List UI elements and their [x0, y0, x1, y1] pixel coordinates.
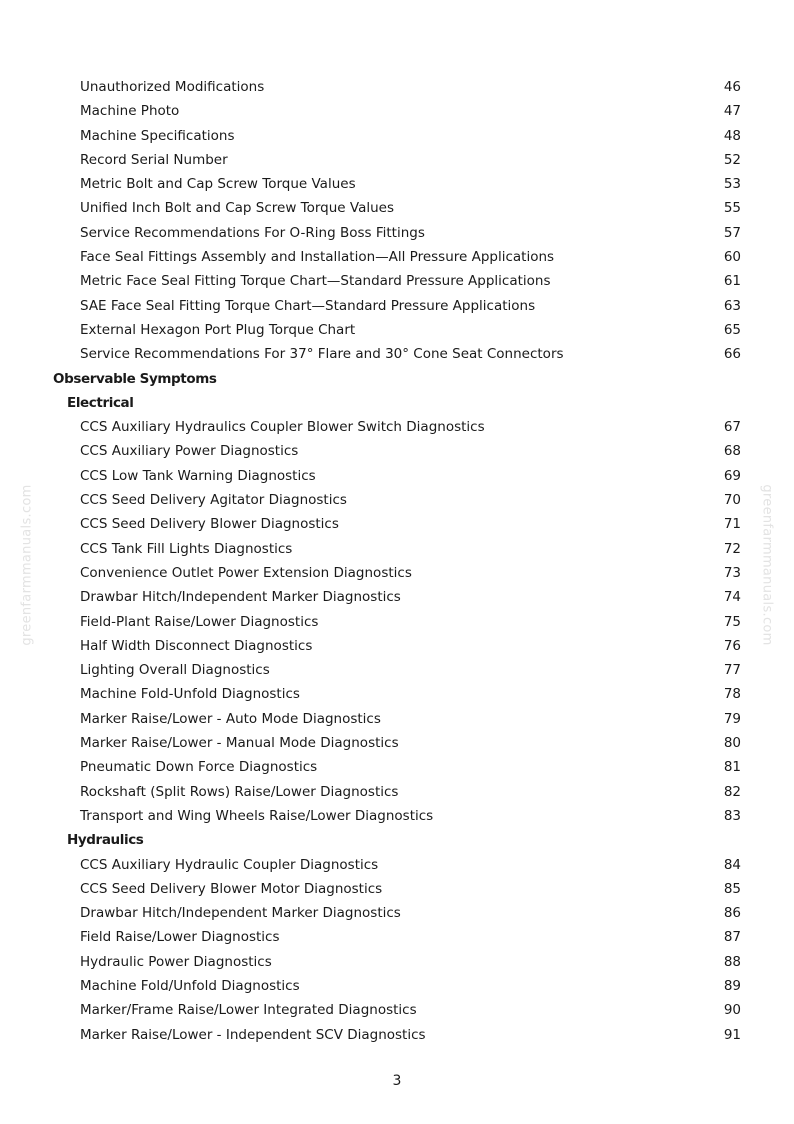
toc-entry-title: Pneumatic Down Force Diagnostics	[80, 759, 318, 776]
toc-entry-page-number: 82	[723, 783, 741, 800]
toc-entry-title: CCS Seed Delivery Agitator Diagnostics	[80, 492, 347, 509]
toc-entry-page-number: 70	[723, 492, 741, 509]
toc-entry[interactable]	[0, 950, 794, 974]
toc-entry-title: Machine Fold-Unfold Diagnostics	[80, 686, 300, 703]
toc-entry-title: Service Recommendations For O-Ring Boss Fittings	[80, 224, 425, 241]
toc-entry[interactable]	[0, 877, 794, 901]
toc-entry-title: Transport and Wing Wheels Raise/Lower Diagnostics	[80, 807, 434, 824]
toc-entry-title: CCS Tank Fill Lights Diagnostics	[80, 540, 293, 557]
toc-entry[interactable]	[0, 901, 794, 925]
toc-entry-title: Record Serial Number	[80, 151, 228, 168]
toc-entry-page-number: 52	[723, 151, 741, 168]
toc-entry-page-number: 53	[723, 176, 741, 193]
toc-entry[interactable]	[0, 707, 794, 731]
toc-entry[interactable]	[0, 99, 794, 123]
toc-entry-page-number: 63	[723, 297, 741, 314]
toc-entry[interactable]	[0, 780, 794, 804]
toc-entry[interactable]	[0, 561, 794, 585]
toc-heading-title: Electrical	[67, 394, 134, 411]
toc-entry[interactable]	[0, 610, 794, 634]
toc-entry-title: SAE Face Seal Fitting Torque Chart—Standard Pressure Applications	[80, 297, 536, 314]
toc-entry-page-number: 47	[723, 103, 741, 120]
toc-section-heading	[0, 391, 794, 415]
toc-entry-title: Face Seal Fittings Assembly and Installation—All Pressure Applications	[80, 249, 555, 266]
toc-entry-page-number: 88	[723, 953, 741, 970]
toc-section-heading	[0, 828, 794, 852]
toc-entry-page-number: 77	[723, 662, 741, 679]
toc-entry-title: Metric Face Seal Fitting Torque Chart—Standard Pressure Applications	[80, 273, 551, 290]
toc-entry-page-number: 86	[723, 905, 741, 922]
toc-entry[interactable]	[0, 512, 794, 536]
toc-entry[interactable]	[0, 1023, 794, 1047]
toc-entry[interactable]	[0, 755, 794, 779]
toc-entry-page-number: 72	[723, 540, 741, 557]
toc-entry-page-number: 68	[723, 443, 741, 460]
toc-entry[interactable]	[0, 585, 794, 609]
toc-entry[interactable]	[0, 488, 794, 512]
toc-entry-page-number: 91	[723, 1026, 741, 1043]
toc-entry-page-number: 78	[723, 686, 741, 703]
toc-entry-page-number: 89	[723, 977, 741, 994]
toc-entry[interactable]	[0, 172, 794, 196]
toc-entry-title: Unauthorized Modifications	[80, 79, 265, 95]
toc-entry-title: Service Recommendations For 37° Flare and 30° Cone Seat Connectors	[80, 346, 564, 363]
toc-entry-title: Machine Photo	[80, 103, 180, 120]
toc-entry-page-number: 48	[723, 127, 741, 144]
toc-entry-page-number: 55	[723, 200, 741, 217]
toc-entry[interactable]	[0, 415, 794, 439]
toc-entry-title: Field Raise/Lower Diagnostics	[80, 929, 280, 946]
toc-entry-title: Lighting Overall Diagnostics	[80, 662, 270, 679]
toc-entry-title: Marker Raise/Lower - Independent SCV Diagnostics	[80, 1026, 426, 1043]
toc-entry-title: Hydraulic Power Diagnostics	[80, 953, 272, 970]
toc-entry-title: Drawbar Hitch/Independent Marker Diagnostics	[80, 589, 401, 606]
toc-entry-title: Marker/Frame Raise/Lower Integrated Diagnostics	[80, 1002, 417, 1019]
toc-entry-title: Machine Fold/Unfold Diagnostics	[80, 977, 300, 994]
toc-entry[interactable]	[0, 998, 794, 1022]
toc-section-heading	[0, 367, 794, 391]
toc-entry-title: Machine Specifications	[80, 127, 235, 144]
toc-entry-page-number: 85	[723, 880, 741, 897]
toc-entry-title: CCS Auxiliary Hydraulics Coupler Blower Switch Diagnostics	[80, 419, 485, 436]
toc-entry[interactable]	[0, 148, 794, 172]
toc-entry-title: Marker Raise/Lower - Manual Mode Diagnostics	[80, 735, 399, 752]
toc-entry[interactable]	[0, 196, 794, 220]
toc-entry[interactable]	[0, 294, 794, 318]
toc-entry[interactable]	[0, 804, 794, 828]
toc-entry[interactable]	[0, 974, 794, 998]
table-of-contents	[0, 75, 794, 1047]
toc-entry-page-number: 80	[723, 735, 741, 752]
toc-entry-title: Metric Bolt and Cap Screw Torque Values	[80, 176, 356, 193]
toc-entry-page-number: 74	[723, 589, 741, 606]
toc-entry[interactable]	[0, 682, 794, 706]
toc-entry-page-number: 81	[723, 759, 741, 776]
toc-entry-page-number: 60	[723, 249, 741, 266]
toc-entry-page-number: 75	[723, 613, 741, 630]
toc-entry[interactable]	[0, 342, 794, 366]
toc-entry-page-number: 69	[723, 467, 741, 484]
toc-entry-page-number: 71	[723, 516, 741, 533]
toc-entry-page-number: 87	[723, 929, 741, 946]
toc-entry-title: Convenience Outlet Power Extension Diagnostics	[80, 564, 412, 581]
toc-entry-title: Rockshaft (Split Rows) Raise/Lower Diagnostics	[80, 783, 399, 800]
toc-entry-title: Unified Inch Bolt and Cap Screw Torque Values	[80, 200, 395, 217]
toc-entry-page-number: 65	[723, 321, 741, 338]
toc-entry-title: CCS Auxiliary Power Diagnostics	[80, 443, 299, 460]
toc-entry-page-number: 76	[723, 637, 741, 654]
toc-entry-title: Field-Plant Raise/Lower Diagnostics	[80, 613, 319, 630]
toc-heading-title: Observable Symptoms	[53, 370, 217, 387]
toc-entry-page-number: 90	[723, 1002, 741, 1019]
toc-entry-page-number: 67	[723, 419, 741, 436]
toc-entry-page-number: 61	[723, 273, 741, 290]
toc-entry-title: Half Width Disconnect Diagnostics	[80, 637, 313, 654]
toc-entry[interactable]	[0, 75, 794, 99]
toc-entry-page-number: 66	[723, 346, 741, 363]
toc-entry[interactable]	[0, 537, 794, 561]
toc-entry[interactable]	[0, 245, 794, 269]
toc-entry[interactable]	[0, 853, 794, 877]
toc-entry[interactable]	[0, 221, 794, 245]
toc-entry[interactable]	[0, 925, 794, 949]
toc-entry[interactable]	[0, 731, 794, 755]
toc-entry[interactable]	[0, 124, 794, 148]
toc-entry-page-number: 83	[723, 807, 741, 824]
toc-entry-title: Marker Raise/Lower - Auto Mode Diagnostics	[80, 710, 381, 727]
toc-entry-page-number: 84	[723, 856, 741, 873]
watermark-left: greenfarmmanuals.com	[19, 484, 35, 646]
toc-entry-page-number: 79	[723, 710, 741, 727]
toc-entry-title: External Hexagon Port Plug Torque Chart	[80, 321, 356, 338]
toc-entry-page-number: 46	[723, 79, 741, 95]
toc-entry[interactable]	[0, 464, 794, 488]
toc-entry-title: Drawbar Hitch/Independent Marker Diagnostics	[80, 905, 401, 922]
toc-entry-page-number: 73	[723, 564, 741, 581]
watermark-right: greenfarmmanuals.com	[759, 484, 775, 646]
toc-entry[interactable]	[0, 439, 794, 463]
toc-entry[interactable]	[0, 634, 794, 658]
page-number: 3	[392, 1073, 402, 1089]
toc-entry-title: CCS Auxiliary Hydraulic Coupler Diagnostics	[80, 856, 379, 873]
toc-entry-page-number: 57	[723, 224, 741, 241]
toc-entry-title: CCS Low Tank Warning Diagnostics	[80, 467, 316, 484]
toc-heading-title: Hydraulics	[67, 832, 144, 849]
toc-entry[interactable]	[0, 658, 794, 682]
toc-entry[interactable]	[0, 318, 794, 342]
toc-entry-title: CCS Seed Delivery Blower Diagnostics	[80, 516, 339, 533]
toc-entry[interactable]	[0, 269, 794, 293]
toc-entry-title: CCS Seed Delivery Blower Motor Diagnostics	[80, 880, 383, 897]
